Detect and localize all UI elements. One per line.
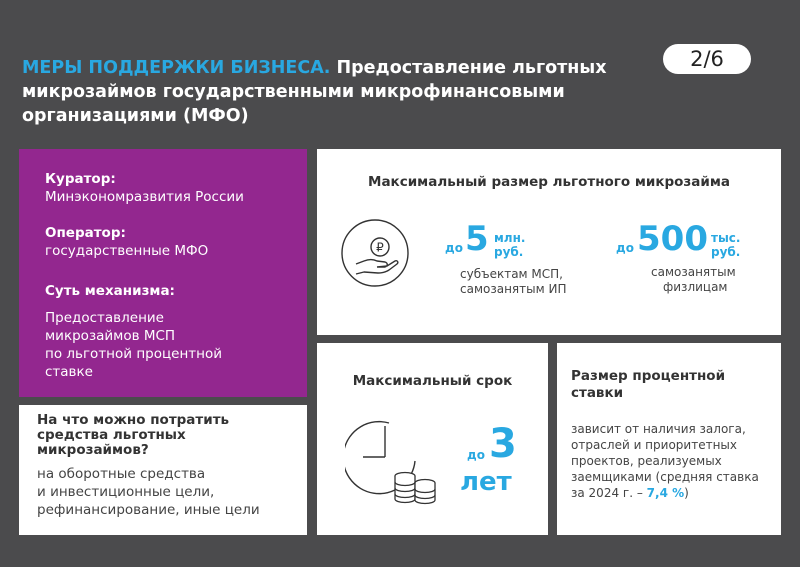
right-desc-line: самозанятым — [651, 265, 736, 279]
max-term-heading: Максимальный срок — [352, 373, 513, 389]
curator-label: Куратор: — [45, 171, 116, 187]
max-amount-heading: Максимальный размер льготного микрозайма — [368, 174, 730, 190]
rate-text-line: отраслей и приоритетных — [571, 438, 737, 452]
curator-value: Минэкономразвития России — [45, 189, 244, 205]
left-number: 5 — [465, 219, 489, 259]
rate-last-prefix: за 2024 г. – — [571, 486, 647, 500]
right-number: 500 — [637, 219, 708, 259]
rate-heading — [571, 368, 771, 402]
interest-rate-card — [557, 343, 781, 535]
left-desc-line: самозанятым ИП — [460, 282, 567, 296]
max-amount-card — [317, 149, 781, 335]
svg-text:₽: ₽ — [376, 240, 384, 255]
rate-text-line: зависит от наличия залога, — [571, 422, 746, 436]
right-desc-line: физлицам — [663, 280, 728, 294]
max-term-card — [317, 343, 548, 535]
mechanism-line: по льготной процентной — [45, 346, 223, 362]
left-unit1: млн. — [494, 231, 526, 245]
page-title — [22, 56, 642, 128]
rate-last-suffix: ) — [684, 486, 689, 500]
spend-text-line: и инвестиционные цели, — [37, 484, 215, 500]
mechanism-line: микрозаймов МСП — [45, 328, 176, 344]
rate-text — [571, 421, 776, 501]
title-rest: Предоставление льготных микрозаймов государственными микрофинансовыми организациями (МФО) — [22, 58, 607, 126]
spend-text-line: на оборотные средства — [37, 466, 206, 482]
right-prefix: до — [616, 241, 634, 255]
spend-heading — [37, 413, 287, 458]
clock-coins-icon — [345, 413, 440, 508]
spend-heading-line: микрозаймов? — [37, 442, 149, 458]
term-unit: лет — [460, 467, 512, 497]
operator-label: Оператор: — [45, 225, 126, 241]
rate-last-line — [571, 485, 776, 501]
spend-card — [19, 405, 307, 535]
average-rate-value: 7,4 % — [646, 486, 685, 500]
spend-text — [37, 465, 307, 519]
rate-heading-line: ставки — [571, 385, 624, 401]
mechanism-label: Суть механизма: — [45, 283, 175, 299]
spend-text-line: рефинансирование, иные цели — [37, 502, 260, 518]
mechanism-line: ставке — [45, 364, 93, 380]
rate-text-line: заемщиками (средняя ставка — [571, 470, 759, 484]
left-prefix: до — [445, 241, 463, 255]
term-number: 3 — [489, 421, 517, 467]
page-counter: 2/6 — [663, 44, 751, 74]
hand-coin-icon — [339, 217, 411, 289]
rate-text-line: проектов, реализуемых — [571, 454, 722, 468]
right-unit2: руб. — [711, 245, 741, 259]
rate-heading-line: Размер процентной — [571, 368, 726, 384]
term-prefix: до — [467, 448, 485, 462]
info-panel — [19, 149, 307, 397]
spend-heading-line: средства льготных — [37, 427, 186, 443]
operator-value: государственные МФО — [45, 243, 209, 259]
left-unit2: руб. — [494, 245, 524, 259]
mechanism-line: Предоставление — [45, 310, 164, 326]
spend-heading-line: На что можно потратить — [37, 412, 230, 428]
left-desc-line: субъектам МСП, — [460, 267, 563, 281]
right-unit1: тыс. — [711, 231, 741, 245]
title-accent: МЕРЫ ПОДДЕРЖКИ БИЗНЕСА. — [22, 58, 331, 78]
